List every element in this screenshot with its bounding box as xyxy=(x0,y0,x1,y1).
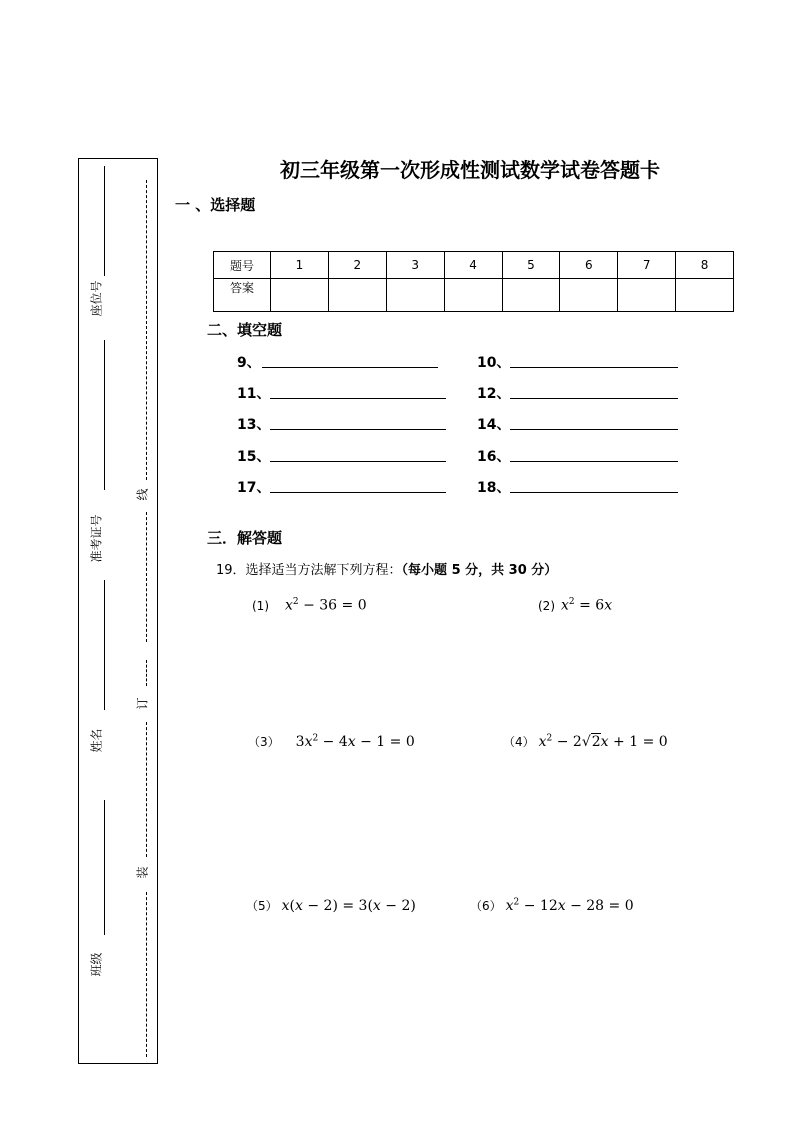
cut-line-short xyxy=(146,660,147,686)
answer-cell[interactable] xyxy=(444,279,502,312)
number-row xyxy=(214,252,734,279)
answer-cell[interactable] xyxy=(676,279,734,312)
question-number: 7 xyxy=(618,252,676,279)
question-number: 8 xyxy=(676,252,734,279)
page-title: 初三年级第一次形成性测试数学试卷答题卡 xyxy=(280,158,660,182)
question-19-points: （每小题 5 分，共 30 分） xyxy=(401,563,558,578)
blank-line-15[interactable] xyxy=(270,461,446,462)
equation-5: （5） x(x − 2) = 3(x − 2) xyxy=(246,898,416,914)
cut-line-middle xyxy=(146,512,147,642)
question-number: 1 xyxy=(271,252,329,279)
equation-1-label: (1) xyxy=(252,598,269,613)
cut-word-zhuang: 装 xyxy=(135,866,150,879)
blank-label-13: 13、 xyxy=(237,417,271,433)
question-number: 6 xyxy=(560,252,618,279)
blank-line-16[interactable] xyxy=(510,461,678,462)
blank-line-18[interactable] xyxy=(510,492,678,493)
equation-3: （3） $3x^2 - 4x - 1 = 0$ xyxy=(248,733,415,750)
equation-6-label: （6） xyxy=(470,899,502,913)
answer-row xyxy=(214,279,734,312)
question-number: 5 xyxy=(502,252,560,279)
blank-label-9: 9、 xyxy=(237,355,261,371)
row-head-number: 题号 xyxy=(214,252,271,279)
equation-1: (1) $x^2 - 36 = 0$ xyxy=(252,597,367,614)
blank-label-15: 15、 xyxy=(237,449,271,465)
answer-cell[interactable] xyxy=(560,279,618,312)
answer-cell[interactable] xyxy=(271,279,329,312)
question-19-text: 19．选择适当方法解下列方程： xyxy=(216,563,402,578)
section-2-heading: 二、填空题 xyxy=(207,321,283,339)
cut-word-ding: 订 xyxy=(135,697,150,710)
section-3-heading: 三．解答题 xyxy=(207,529,283,547)
seat-number-line xyxy=(104,166,105,276)
name-line xyxy=(104,800,105,935)
blank-line-10[interactable] xyxy=(510,367,678,368)
cut-line-bottom xyxy=(146,892,147,1057)
answer-cell[interactable] xyxy=(386,279,444,312)
blank-line-11[interactable] xyxy=(270,398,446,399)
seat-number-label: 座位号 xyxy=(89,280,104,317)
answer-cell[interactable] xyxy=(328,279,386,312)
blank-line-14[interactable] xyxy=(510,429,678,430)
cut-line-top xyxy=(146,180,147,480)
cut-line-lower xyxy=(146,722,147,857)
equation-6: （6） $x^2 - 12x - 28 = 0$ xyxy=(470,897,634,914)
blank-label-11: 11、 xyxy=(237,386,271,402)
cut-word-line: 线 xyxy=(135,488,150,501)
answer-cell[interactable] xyxy=(618,279,676,312)
answer-table xyxy=(213,251,734,312)
exam-id-line xyxy=(104,580,105,710)
question-number: 4 xyxy=(444,252,502,279)
equation-5-label: （5） xyxy=(246,899,278,913)
equation-2: (2) $x^2 = 6x$ xyxy=(538,597,613,614)
blank-line-9[interactable] xyxy=(262,367,438,368)
answer-cell[interactable] xyxy=(502,279,560,312)
equation-4: （4） $x^2 - 2√2x + 1 = 0$ xyxy=(503,733,668,750)
blank-label-18: 18、 xyxy=(477,480,511,496)
equation-3-label: （3） xyxy=(248,735,280,749)
question-number: 3 xyxy=(386,252,444,279)
blank-label-12: 12、 xyxy=(477,386,511,402)
blank-label-17: 17、 xyxy=(237,480,271,496)
blank-label-16: 16、 xyxy=(477,449,511,465)
row-head-answer: 答案 xyxy=(214,279,271,312)
blank-line-13[interactable] xyxy=(270,429,446,430)
equation-4-label: （4） xyxy=(503,735,535,749)
blank-line-12[interactable] xyxy=(510,398,678,399)
blank-line-17[interactable] xyxy=(270,492,446,493)
exam-id-label: 准考证号 xyxy=(89,514,104,563)
equation-2-label: (2) xyxy=(538,598,555,613)
blank-label-14: 14、 xyxy=(477,417,511,433)
seat-number-line-lower xyxy=(104,340,105,490)
section-1-heading: 一 、选择题 xyxy=(175,196,256,214)
blank-label-10: 10、 xyxy=(477,355,511,371)
question-19-prompt xyxy=(216,559,557,578)
question-number: 2 xyxy=(328,252,386,279)
class-label: 班级 xyxy=(89,952,104,977)
name-label: 姓名 xyxy=(89,728,104,753)
